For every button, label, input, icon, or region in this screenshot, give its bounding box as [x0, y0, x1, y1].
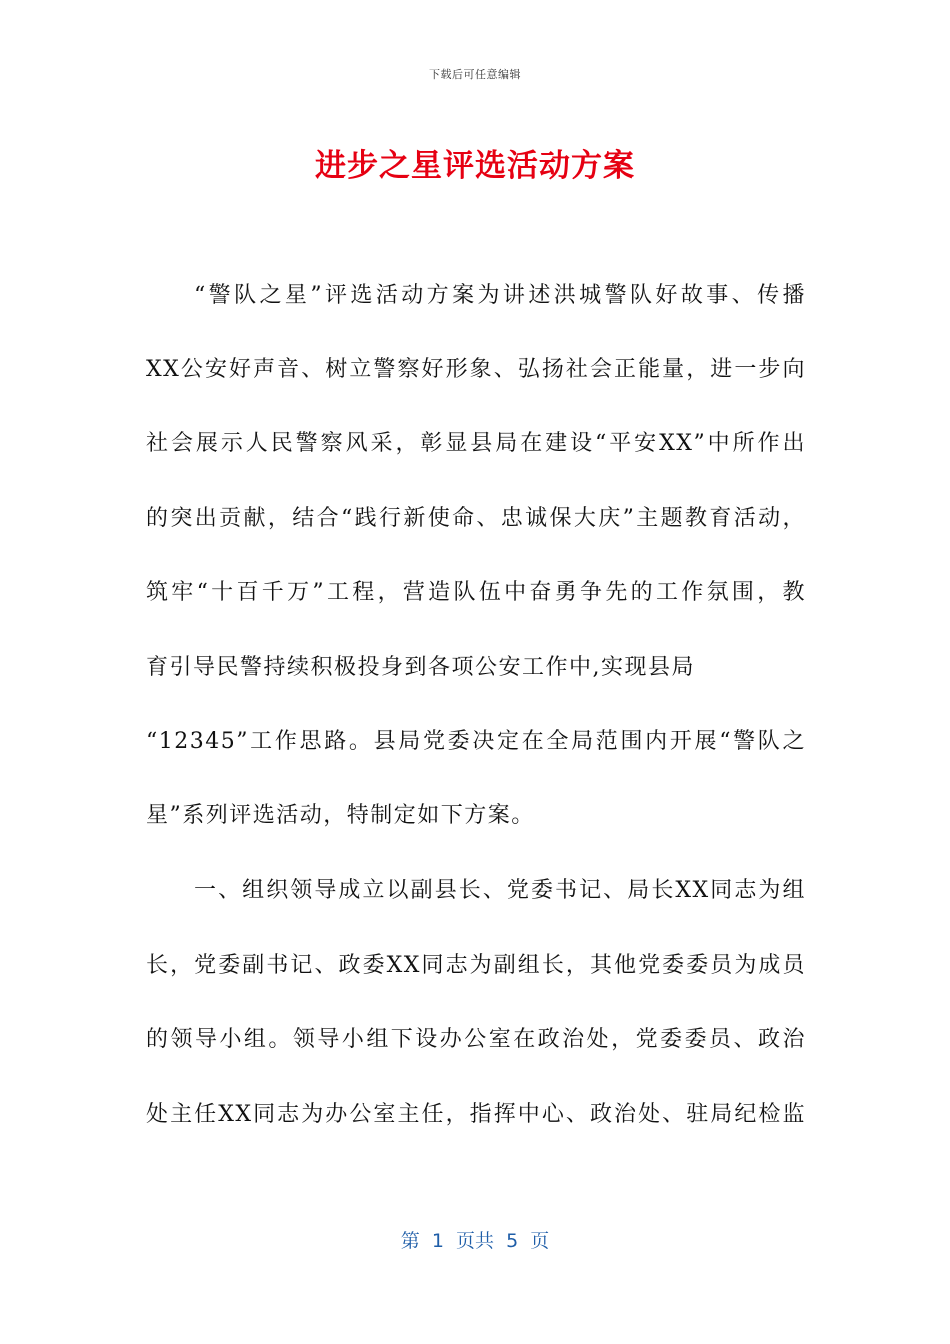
- body-line: 长，党委副书记、政委XX同志为副组长，其他党委委员为成员: [146, 953, 806, 978]
- body-line: 处主任XX同志为办公室主任，指挥中心、政治处、驻局纪检监: [146, 1102, 806, 1127]
- header-note: 下载后可任意编辑: [429, 68, 521, 81]
- body-line: 的突出贡献，结合“践行新使命、忠诚保大庆”主题教育活动，: [146, 506, 806, 531]
- body-line: “警队之星”评选活动方案为讲述洪城警队好故事、传播: [194, 283, 806, 308]
- body-line: 育引导民警持续积极投身到各项公安工作中,实现县局: [146, 655, 695, 680]
- document-title: 进步之星评选活动方案: [315, 148, 635, 184]
- body-line: 一、组织领导成立以副县长、党委书记、局长XX同志为组: [194, 878, 806, 903]
- page-footer: 第 1 页共 5 页: [400, 1230, 550, 1252]
- body-line: 星”系列评选活动，特制定如下方案。: [146, 803, 535, 828]
- body-line: 筑牢“十百千万”工程，营造队伍中奋勇争先的工作氛围，教: [146, 580, 806, 605]
- body-line: XX公安好声音、树立警察好形象、弘扬社会正能量，进一步向: [146, 357, 806, 382]
- body-line: “12345”工作思路。县局党委决定在全局范围内开展“警队之: [146, 729, 806, 754]
- body-line: 社会展示人民警察风采，彰显县局在建设“平安XX”中所作出: [146, 431, 806, 456]
- body-line: 的领导小组。领导小组下设办公室在政治处，党委委员、政治: [146, 1027, 806, 1052]
